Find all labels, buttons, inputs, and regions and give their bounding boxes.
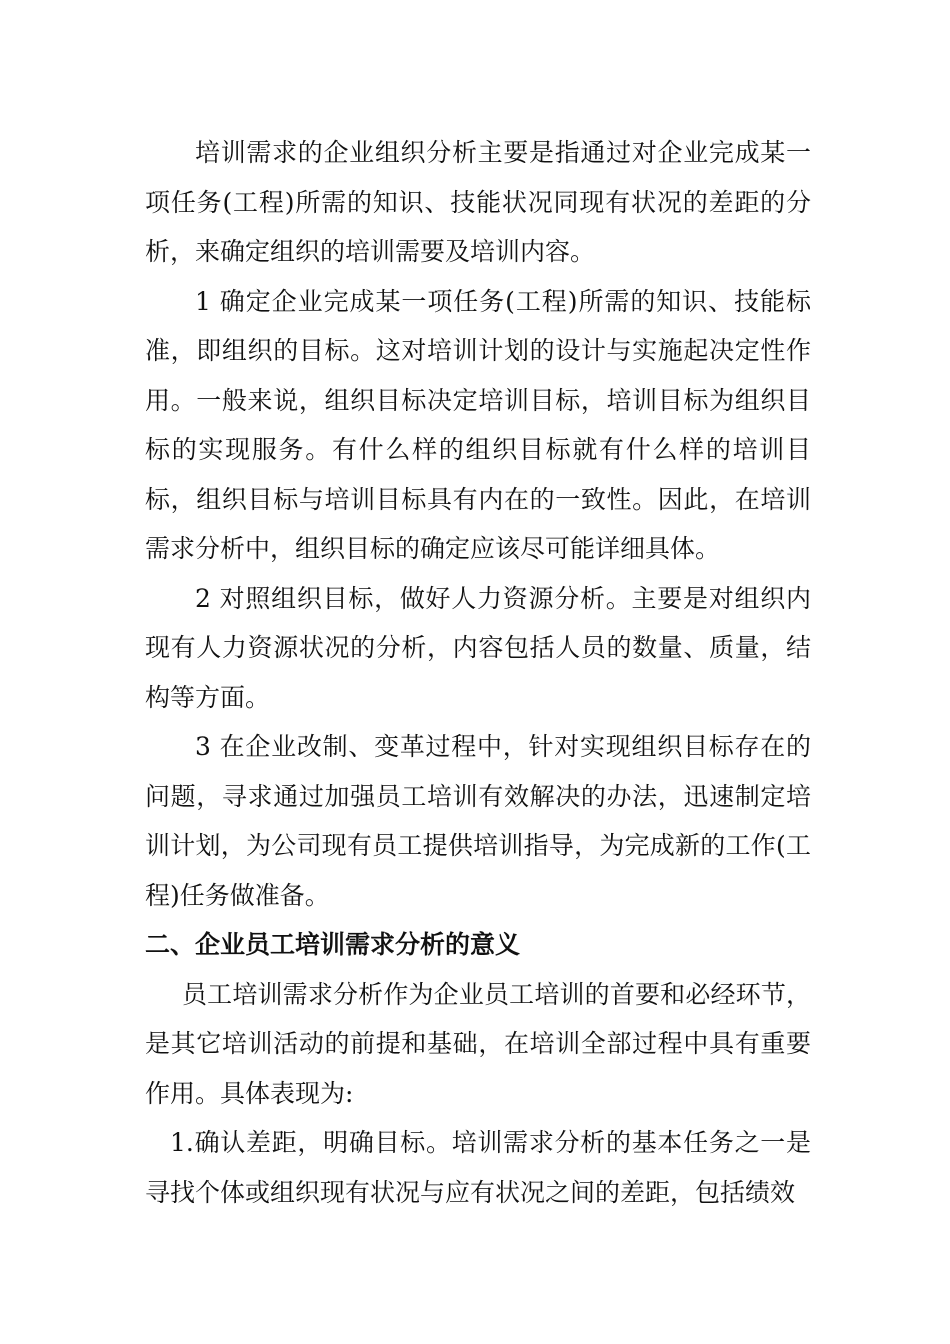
section-heading: 二、企业员工培训需求分析的意义 <box>145 930 521 959</box>
document-body <box>145 128 811 1217</box>
paragraph-point-3: 3 在企业改制、变革过程中，针对实现组织目标存在的问题，寻求通过加强员工培训有效解决的办法，迅速制定培训计划，为公司现有员工提供培训指导，为完成新的工作(工程)任务做准备。 <box>145 732 811 910</box>
paragraph-significance-intro: 员工培训需求分析作为企业员工培训的首要和必经环节，是其它培训活动的前提和基础，在培训全部过程中具有重要作用。具体表现为: <box>145 979 811 1108</box>
paragraph-significance-point-1: 1.确认差距，明确目标。培训需求分析的基本任务之一是寻找个体或组织现有状况与应有状况之间的差距，包括绩效 <box>145 1128 811 1207</box>
paragraph-org-analysis: 培训需求的企业组织分析主要是指通过对企业完成某一项任务(工程)所需的知识、技能状况同现有状况的差距的分析，来确定组织的培训需要及培训内容。 <box>145 138 811 266</box>
paragraph-point-2: 2 对照组织目标，做好人力资源分析。主要是对组织内现有人力资源状况的分析，内容包括人员的数量、质量，结构等方面。 <box>145 583 811 712</box>
paragraph-point-1: 1 确定企业完成某一项任务(工程)所需的知识、技能标准，即组织的目标。这对培训计划的设计与实施起决定性作用。一般来说，组织目标决定培训目标，培训目标为组织目标的实现服务。有什么样的组织目标就有什么样的培训目标，组织目标与培训目标具有内在的一致性。因此，在培训需求分析中，组织目标的确定应该尽可能详细具体。 <box>145 286 811 563</box>
